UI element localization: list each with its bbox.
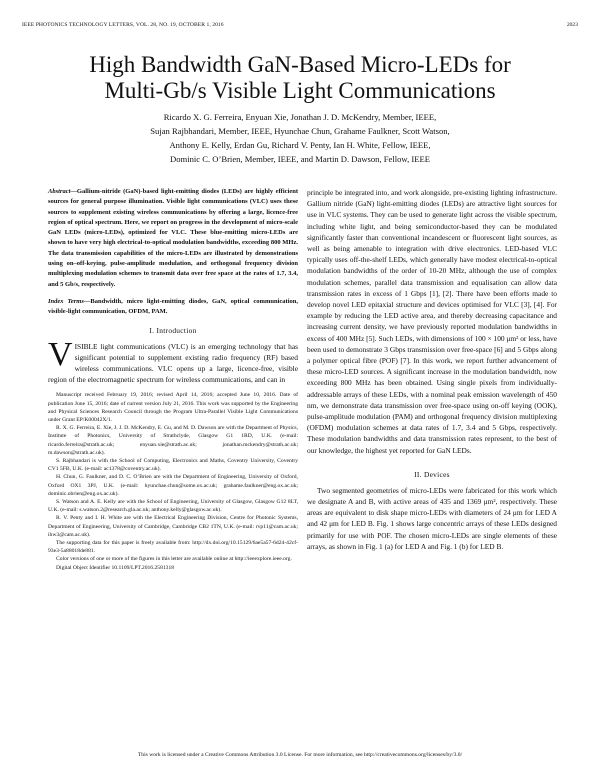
footnote-doi: Digital Object Identifier 10.1109/LPT.2016.2581318 [56,564,175,571]
intro-text: ISIBLE light communications (VLC) is an emerging technology that has significant potential to supplement existing radio frequency (RF) based wireless communications. VLC opens up a large, licence-free, visible region of the electromagnetic spectrum for wireless communications, and can in [48,341,298,385]
footnotes [48,391,298,571]
title-line-1: High Bandwidth GaN-Based Micro-LEDs for [89,52,511,77]
abstract [48,187,298,290]
intro-continued: principle be integrated into, and work alongside, pre-existing lighting infrastructure. Gallium nitride (GaN) light-emitting diodes (LEDs) are attractive light sources for use in VLC systems. They can be used to generate light across the visible spectrum, including white light, and being semiconductor-based they can be modulated significantly faster than conventional incandescent or fluorescent light sources, as well as being amenable to integration with drive electronics. LED-based VLC typically uses off-the-shelf LEDs, which generally have modest electrical-to-optical modulation bandwidths of the order of 10-20 MHz, although the use of complex modulation schemes, parallel data transmission and equalisation can allow data transmission rates in excess of 1 Gbps [1], [2]. There have been efforts made to develop novel LED epitaxial structure and devices optimised for VLC [3], [4]. For example by reducing the LED active area, and thereby decreasing capacitance and increasing current density, we have previously reported modulation bandwidths in excess of 400 MHz [5]. Such LEDs, with dimensions of 100 × 100 μm² or less, have been used to demonstrate 3 Gbps transmission over free-space [6] and 5 Gbps along a polymer optical fibre (POF) [7]. In this work, we report further advancement of these micro-LED sources. A significant increase in the modulation bandwidth, now exceeding 800 MHz has been obtained. Using single pixels from individually-addressable arrays of these LEDs, with a nominal peak emission wavelength of 450 nm, we demonstrate data transmission over free-space using on-off keying (OOK), pulse-amplitude modulation (PAM) and orthogonal frequency division multiplexing (OFDM) modulation schemes at data rates of 1.7, 3.4 and 5 Gbps, respectively. These modulation bandwidths and data transmission rates represent, to the best of our knowledge, the highest yet reported for GaN LEDs. [307,188,557,455]
author-line-1: Ricardo X. G. Ferreira, Enyuan Xie, Jonathan J. D. McKendry, Member, IEEE, [163,112,437,122]
intro-paragraph [48,335,298,386]
left-column [48,187,298,572]
abstract-label: Abstract [48,188,71,195]
author-list [30,110,570,166]
footnote-affiliation: R. X. G. Ferreira, E. Xie, J. J. D. McKendry, E. Gu, and M. D. Dawson are with the Department of Physics, Institute of Photonics, University of Strathclyde, Glasgow G1 1RD, U.K. (e-mail: ricardo.ferreira@strath.ac.uk; enyuan.xie@strath.ac.uk; jonathan.mckendry@strath.ac.uk; m.dawson@strath.ac.uk). [48,425,298,456]
drop-cap: V [48,335,73,373]
abstract-text: —Gallium-nitride (GaN)-based light-emitting diodes (LEDs) are highly efficient sources for general purpose illumination. Visible light communications (VLC) uses these sources to supplement existing wireless communications by offering a large, licence-free region of optical spectrum. Here, we report on progress in the development of micro-scale GaN LEDs (micro-LEDs), optimized for VLC. These blue-emitting micro-LEDs are shown to have very high electrical-to-optical modulation bandwidths, exceeding 800 MHz. The data transmission capabilities of the micro-LEDs are illustrated by demonstrations using on–off-keying, pulse-amplitude modulation, and orthogonal frequency division multiplexing modulation schemes to transmit data over free space at the rates of 1.7, 3.4, and 5 Gb/s, respectively. [48,188,298,288]
license-footer: This work is licensed under a Creative Commons Attribution 3.0 License. For more information, see http://creativecommons.org/licenses/by/3.0/ [137,752,463,758]
footnote-affiliation: H. Chun, G. Faulkner, and D. C. O’Brien are with the Department of Engineering, University of Oxford, Oxford OX1 3PJ, U.K. (e-mail: hyunchae.chun@some.ox.ac.uk; grahame.faulkner@eng.ox.ac.uk; dominic.obrien@eng.ox.ac.uk). [48,474,298,497]
index-terms-text: —Bandwidth, micro light-emitting diodes, GaN, optical communication, visible-light communication, OFDM, PAM. [48,297,298,316]
section-heading-introduction: I. Introduction [149,325,197,335]
footnote-color-versions: Color versions of one or more of the figures in this letter are available online at http://ieeexplore.ieee.org. [56,556,292,563]
footnote-affiliation: S. Watson and A. E. Kelly are with the School of Engineering, University of Glasgow, Glasgow G12 8LT, U.K. (e-mail: s.watson.2@research.gla.ac.uk; anthony.kelly@glasgow.ac.uk). [48,499,298,514]
footnote-affiliation: R. V. Penty and I. H. White are with the Electrical Engineering Division, Centre for Photonic Systems, Department of Engineering, University of Cambridge, Cambridge CB2 1TN, U.K. (e-mail: rvp11@cam.ac.uk; ihw3@cam.ac.uk). [48,515,298,538]
page-number: 2023 [566,22,578,28]
footnote-affiliation: S. Rajbhandari is with the School of Computing, Electronics and Maths, Coventry University, Coventry CV1 5FB, U.K. (e-mail: ac1378@coventry.ac.uk). [48,458,298,473]
footnote-manuscript: Manuscript received February 19, 2016; revised April 14, 2016; accepted June 10, 2016. Date of publication June 15, 2016; date of current version July 21, 2016. This work was supported by the Engineering and Physical Sciences Research Council through the Program Ultra-Parallel Visible Light Communications under Grant EP/K00042X/1. [48,392,298,423]
author-line-2: Sujan Rajbhandari, Member, IEEE, Hyunchae Chun, Grahame Faulkner, Scott Watson, [150,126,450,136]
title-line-2: Multi-Gb/s Visible Light Communications [104,78,496,103]
footnote-data-availability: The supporting data for this paper is freely available from: http://dx.doi.org/10.15129/6ae5a57-6d24-42cf-93e3-5a88018de881. [48,540,298,555]
running-header: IEEE PHOTONICS TECHNOLOGY LETTERS, VOL. 28, NO. 19, OCTOBER 1, 2016 [22,22,224,28]
author-line-3: Anthony E. Kelly, Erdan Gu, Richard V. Penty, Ian H. White, Fellow, IEEE, [169,140,431,150]
index-terms-label: Index Terms [48,297,84,305]
paper-title [30,52,570,104]
section-heading-devices: II. Devices [414,469,450,479]
index-terms [48,297,298,318]
author-line-4: Dominic C. O’Brien, Member, IEEE, and Martin D. Dawson, Fellow, IEEE [170,154,430,164]
devices-paragraph: Two segmented geometries of micro-LEDs were fabricated for this work which we designate A and B, with active areas of 435 and 1369 μm², respectively. These areas are equivalent to disk shape micro-LEDs with diameters of 24 μm for LED A and 42 μm for LED B. Fig. 1 shows large concentric arrays of these LEDs designed primarily for use with POF. The chosen micro-LEDs are single elements of these arrays, as shown in Fig. 1 (a) for LED A and Fig. 1 (b) for LED B. [307,485,557,551]
right-column [307,187,557,552]
